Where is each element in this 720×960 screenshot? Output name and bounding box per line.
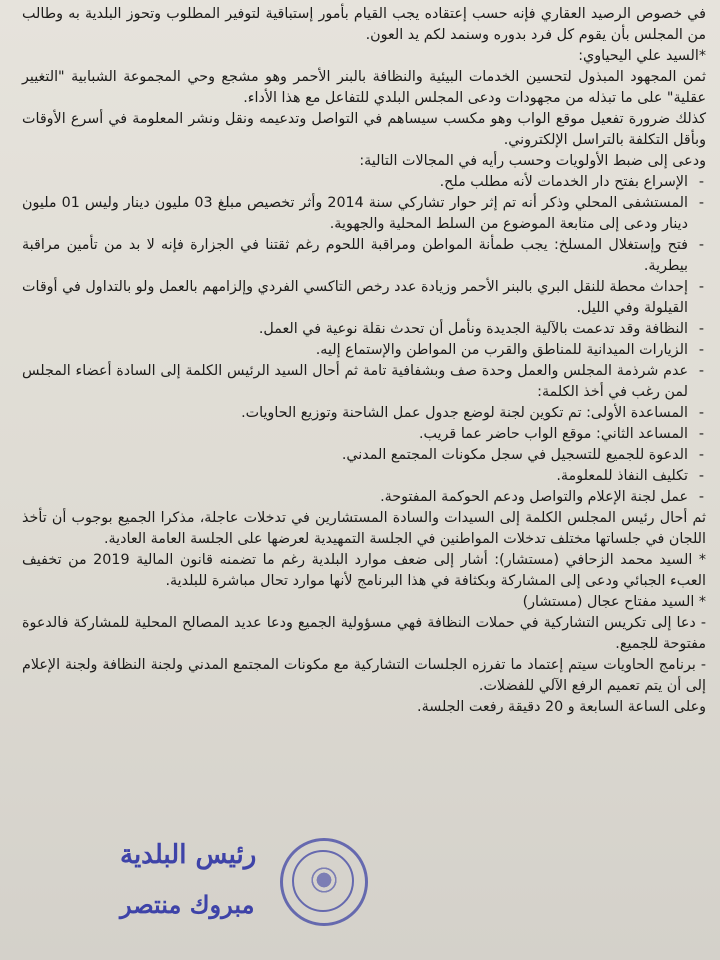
paragraph-closing: وعلى الساعة السابعة و 20 دقيقة رفعت الجلسة. <box>417 699 706 715</box>
speaker-meftah-ajjal: * السيد مفتاح عجال (مستشار) <box>522 594 706 610</box>
paragraph-environment: ثمن المجهود المبذول لتحسين الخدمات البيئية والنظافة بالبنر الأحمر وهو مشجع وحي المجموعة الشبابية "التغيير عقلية" على ما تبذله من مجهودات ودعى المجلس البلدي للتفاعل مع هذا الأداء. <box>22 69 706 106</box>
document-body <box>22 4 706 718</box>
list-item: - النظافة وقد تدعمت بالآلية الجديدة ونأمل أن تحدث نقلة نوعية في العمل. <box>22 319 688 340</box>
list-item: - المساعد الثاني: موقع الواب حاضر عما قريب. <box>22 424 688 445</box>
seal-emblem-icon <box>307 863 341 897</box>
signature-title: رئيس البلدية <box>120 840 257 870</box>
list-item: - فتح وإستغلال المسلخ: يجب طمأنة المواطن ومراقبة اللحوم رغم ثقتنا في الجزارة فإنه لا بد من تأمين مراقبة بيطرية. <box>22 235 688 277</box>
paragraph-website: كذلك ضرورة تفعيل موقع الواب وهو مكسب سيساهم في التواصل وتدعيمه ونقل ونشر المعلومة في أسرع الأوقات وبأقل التكلفة بالتراسل الإلكتروني. <box>22 111 706 148</box>
paragraph-priorities: ودعى إلى ضبط الأولويات وحسب رأيه في المجالات التالية: <box>359 153 706 169</box>
list-item: - تكليف النفاذ للمعلومة. <box>22 466 688 487</box>
signature-name: مبروك منتصر <box>120 890 255 919</box>
list-item: - الإسراع بفتح دار الخدمات لأنه مطلب ملح. <box>22 172 688 193</box>
paragraph-containers: - برنامج الحاويات سيتم إعتماد ما تفرزه الجلسات التشاركية مع مكونات المجتمع المدني ولجنة النظافة ولجنة الإعلام إلى أن يتم تعميم الرفع الآلي للفضلات. <box>22 657 706 694</box>
list-item: - المساعدة الأولى: تم تكوين لجنة لوضع جدول عمل الشاحنة وتوزيع الحاويات. <box>22 403 688 424</box>
signature-block <box>110 828 380 938</box>
paragraph-land-reserve: في خصوص الرصيد العقاري فإنه حسب إعتقاده يجب القيام بأمور إستباقية لتوفير المطلوب وتحوز البلدية به وطالب من المجلس بأن يقوم كل فرد بدوره وسنمد لكم يد العون. <box>22 6 706 43</box>
list-item: - الدعوة للجميع للتسجيل في سجل مكونات المجتمع المدني. <box>22 445 688 466</box>
list-item: - عدم شرذمة المجلس والعمل وحدة صف وبشفافية تامة ثم أحال السيد الرئيس الكلمة إلى السادة أعضاء المجلس لمن رغب في أخذ الكلمة: <box>22 361 688 403</box>
official-seal-icon <box>280 838 368 926</box>
speaker-ali-yahyaoui: *السيد علي اليحياوي: <box>578 48 706 64</box>
speaker-mohamed-zahafi: * السيد محمد الزحافي (مستشار): أشار إلى ضعف موارد البلدية رغم ما تضمنه قانون المالية 2019 من تخفيف العبء الجبائي ودعى إلى المشاركة وبكثافة في هذا البرنامج لأنها موارد تحال مباشرة للبلدية. <box>22 552 706 589</box>
paragraph-council-referral: ثم أحال رئيس المجلس الكلمة إلى السيدات والسادة المستشارين في تدخلات عاجلة، مذكرا الجميع بوجوب أن تأخذ اللجان في جلساتها مختلف تدخلات المواطنين في الجلسة التمهيدية لعرضها على الجلسة العامة العادية. <box>22 510 706 547</box>
priorities-list <box>22 172 706 508</box>
list-item: - عمل لجنة الإعلام والتواصل ودعم الحوكمة المفتوحة. <box>22 487 688 508</box>
list-item: - إحداث محطة للنقل البري بالبنر الأحمر وزيادة عدد رخص التاكسي الفردي وإلزامهم بالعمل ولو بالتداول في أوقات القيلولة وفي الليل. <box>22 277 688 319</box>
list-item: - الزيارات الميدانية للمناطق والقرب من المواطن والإستماع إليه. <box>22 340 688 361</box>
list-item: - المستشفى المحلي وذكر أنه تم إثر حوار تشاركي سنة 2014 وأثر تخصيص مبلغ 03 مليون دينار وليس 01 مليون دينار ودعى إلى متابعة الموضوع من السلط المحلية والجهوية. <box>22 193 688 235</box>
paragraph-cleaning-campaign: - دعا إلى تكريس التشاركية في حملات النظافة فهي مسؤولية الجميع ودعا عديد المصالح المحلية للمشاركة فالدعوة مفتوحة للجميع. <box>22 615 706 652</box>
